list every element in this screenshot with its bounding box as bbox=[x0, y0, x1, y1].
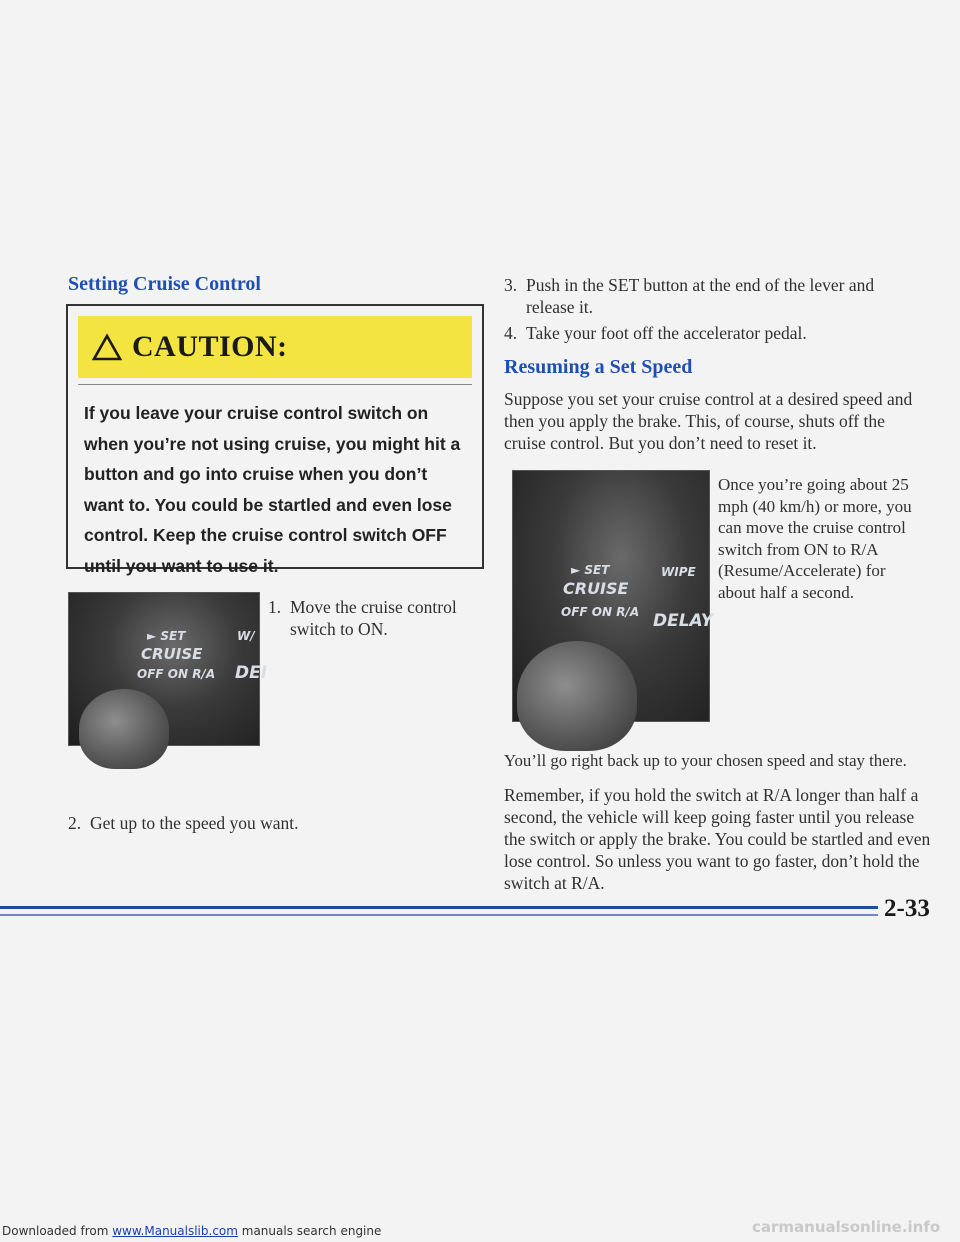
photo-label-set: ► SET bbox=[147, 629, 186, 643]
photo-label-delay: DEI bbox=[235, 663, 268, 683]
step-2 bbox=[68, 812, 448, 834]
step-1-number: 1. bbox=[268, 597, 282, 617]
step-1-text: Move the cruise control switch to ON. bbox=[290, 597, 457, 639]
step-1 bbox=[268, 596, 468, 640]
resuming-paragraph: Suppose you set your cruise control at a desired speed and then you apply the brake. This, of course, shuts off the cruise control. But you don’t need to reset it. bbox=[504, 389, 913, 453]
footer-rule-bottom bbox=[0, 914, 878, 916]
photo-label-modes: OFF ON R/A bbox=[561, 605, 640, 619]
caution-text: If you leave your cruise control switch on when you’re not using cruise, you might hit a button and go into cruise when you don’t want to. You could be startled and even lose control. Keep the cruise control switch OFF until you want to use it. bbox=[84, 403, 461, 576]
photo-label-set: ► SET bbox=[571, 563, 610, 577]
download-suffix: manuals search engine bbox=[237, 1224, 382, 1238]
page-number: 2-33 bbox=[884, 895, 930, 922]
thumb-shape bbox=[79, 689, 169, 769]
thumb-shape bbox=[517, 641, 637, 751]
warning-triangle-icon bbox=[92, 334, 122, 361]
caution-divider bbox=[78, 384, 472, 385]
step-3-number: 3. bbox=[504, 275, 518, 295]
watermark-site: carmanualsonline.info bbox=[752, 1218, 941, 1236]
cruise-switch-photo-on bbox=[68, 592, 268, 746]
step-4-number: 4. bbox=[504, 323, 518, 343]
resume-instructions: Once you’re going about 25 mph (40 km/h) or more, you can move the cruise control switch from ON to R/A (Resume/Accelerate) for about half a second. bbox=[718, 475, 912, 602]
remember-paragraph: Remember, if you hold the switch at R/A longer than half a second, the vehicle will keep going faster until you release the switch or apply the brake. You could be startled and even lose control. So unless you want to go faster, don’t hold the switch at R/A. bbox=[504, 785, 931, 893]
photo-label-wiper: W/ bbox=[237, 629, 255, 643]
photo-label-cruise: CRUISE bbox=[141, 645, 203, 663]
section-heading-setting-cruise: Setting Cruise Control bbox=[68, 273, 261, 295]
resume-result-paragraph: You’ll go right back up to your chosen speed and stay there. bbox=[504, 751, 907, 770]
step-4-text: Take your foot off the accelerator pedal. bbox=[526, 323, 807, 343]
caution-box bbox=[66, 304, 484, 576]
photo-label-modes: OFF ON R/A bbox=[137, 667, 216, 681]
cruise-switch-photo-resume bbox=[512, 470, 714, 722]
photo-label-cruise: CRUISE bbox=[563, 579, 629, 598]
download-prefix: Downloaded from bbox=[2, 1224, 113, 1238]
step-3 bbox=[504, 274, 914, 318]
photo-label-delay: DELAY bbox=[653, 611, 714, 631]
section-heading-resuming: Resuming a Set Speed bbox=[504, 356, 693, 378]
step-2-text: Get up to the speed you want. bbox=[90, 813, 299, 833]
caution-banner bbox=[78, 316, 472, 378]
photo-label-wiper: WIPE bbox=[661, 565, 696, 579]
step-4 bbox=[504, 322, 914, 344]
step-2-number: 2. bbox=[68, 813, 82, 833]
download-site-link[interactable]: www.Manualslib.com bbox=[112, 1224, 238, 1238]
footer-rule-top bbox=[0, 906, 878, 909]
download-banner bbox=[2, 1224, 381, 1238]
step-3-text: Push in the SET button at the end of the lever and release it. bbox=[526, 275, 875, 317]
caution-label: CAUTION: bbox=[132, 330, 288, 363]
